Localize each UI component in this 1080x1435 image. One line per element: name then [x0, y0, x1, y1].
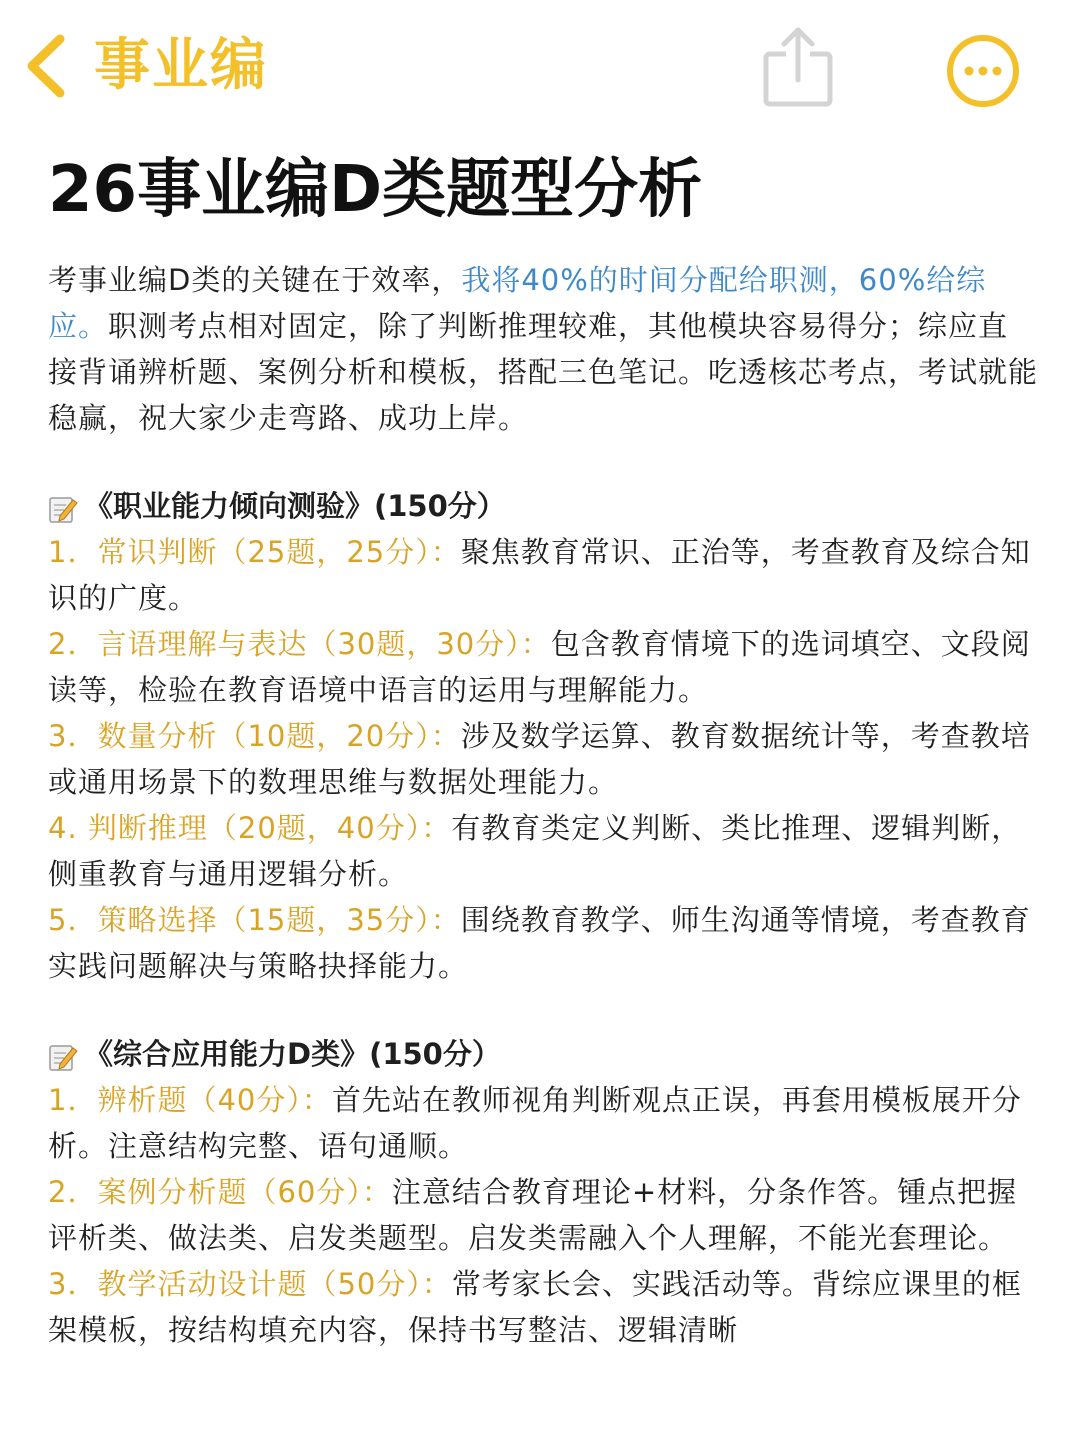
item-label: 2．案例分析题（60分）： [48, 1175, 392, 1209]
list-item [48, 1077, 1038, 1169]
item-label: 3．数量分析（10题，20分）： [48, 719, 461, 753]
back-label: 事业编 [94, 33, 268, 98]
item-text: 围绕教育教学、师生沟通等情境，考查教育实践问题解决与策略抉择能力。 [48, 903, 1031, 983]
item-text: 聚焦教育常识、正治等，考查教育及综合知识的广度。 [48, 535, 1031, 615]
item-label: 4. 判断推理（20题，40分）： [48, 811, 452, 845]
item-label: 1．辨析题（40分）： [48, 1083, 332, 1117]
list-item [48, 1261, 1038, 1353]
page-title: 26事业编D类题型分析 [48, 153, 703, 227]
more-button[interactable] [944, 32, 1022, 110]
more-icon [944, 95, 1022, 114]
intro-text-2: 职测考点相对固定，除了判断推理较难，其他模块容易得分；综应直接背诵辨析题、案例分析和模板，搭配三色笔记。吃透核芯考点，考试就能稳赢，祝大家少走弯路、成功上岸。 [48, 309, 1039, 435]
section-heading-application [48, 1031, 1038, 1077]
section-heading-text: 《职业能力倾向测验》(150分） [84, 489, 506, 523]
section-heading-aptitude [48, 483, 1038, 529]
list-item [48, 529, 1038, 621]
intro-highlight: 我将40%的时间分配给职测，60%给综应。 [48, 263, 987, 343]
share-button[interactable] [758, 24, 838, 110]
item-label: 5．策略选择（15题，35分）： [48, 903, 461, 937]
section-heading-text: 《综合应用能力D类》(150分） [84, 1037, 501, 1071]
item-label: 1．常识判断（25题，25分）： [48, 535, 461, 569]
item-text: 包含教育情境下的选词填空、文段阅读等，检验在教育语境中语言的运用与理解能力。 [48, 627, 1031, 707]
item-text: 常考家长会、实践活动等。背综应课里的框架模板，按结构填充内容，保持书写整洁、逻辑清晰 [48, 1267, 1022, 1347]
intro-paragraph [48, 257, 1038, 441]
share-icon [758, 95, 838, 114]
navigation-bar [0, 0, 1080, 130]
memo-icon [48, 1039, 78, 1069]
item-text: 有教育类定义判断、类比推理、逻辑判断，侧重教育与通用逻辑分析。 [48, 811, 1022, 891]
list-item [48, 1169, 1038, 1261]
item-text: 注意结合教育理论+材料，分条作答。锺点把握评析类、做法类、启发类题型。启发类需融入个人理解，不能光套理论。 [48, 1175, 1018, 1255]
list-item [48, 713, 1038, 805]
note-content [48, 145, 1038, 1353]
list-item [48, 897, 1038, 989]
list-item [48, 805, 1038, 897]
item-text: 涉及数学运算、教育数据统计等，考查教培或通用场景下的数理思维与数据处理能力。 [48, 719, 1031, 799]
memo-icon [48, 491, 78, 521]
chevron-left-icon [22, 31, 70, 101]
item-text: 首先站在教师视角判断观点正误，再套用模板展开分析。注意结构完整、语句通顺。 [48, 1083, 1022, 1163]
back-button[interactable] [22, 26, 268, 106]
item-label: 2．言语理解与表达（30题，30分）： [48, 627, 551, 661]
item-label: 3．教学活动设计题（50分）： [48, 1267, 452, 1301]
intro-text-1: 考事业编D类的关键在于效率， [48, 263, 462, 297]
list-item [48, 621, 1038, 713]
